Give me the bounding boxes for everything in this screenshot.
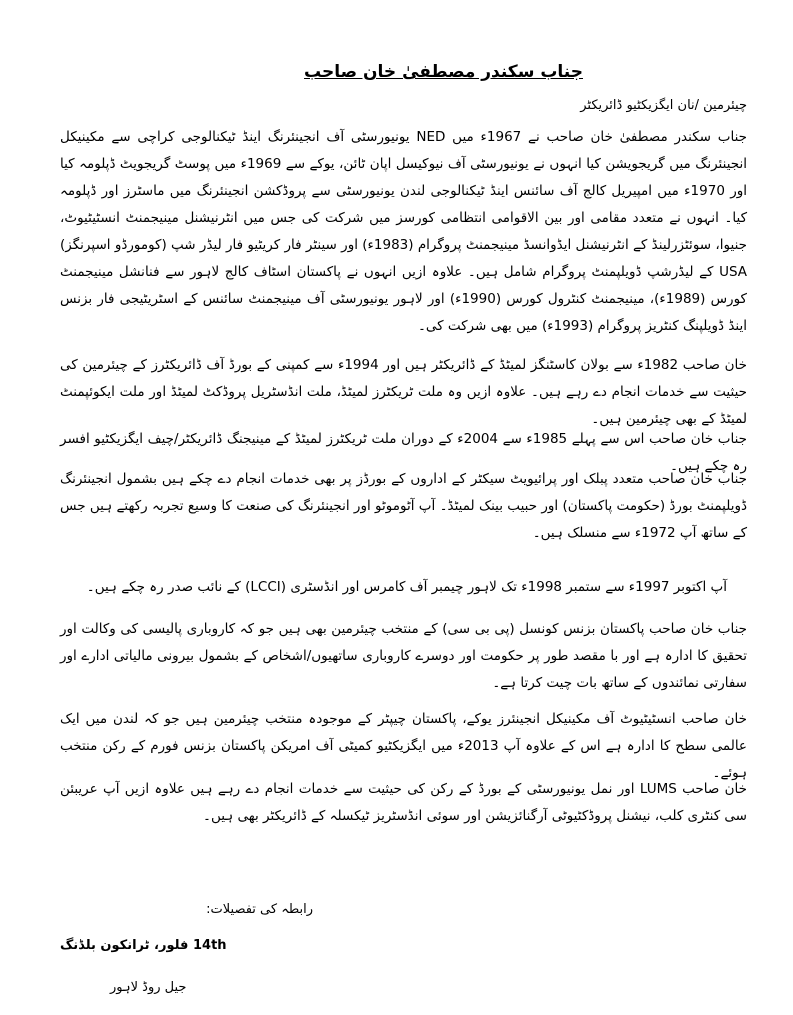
paragraph-lums: خان صاحب LUMS اور نمل یونیورسٹی کے بورڈ کے رکن کی حیثیت سے خدمات انجام دے رہے ہیں علاوہ ازیں آپ عریبئن سی کنٹری کلب، نیشنل پروڈکٹیوٹی آرگنائزیشن اور سوئی انڈسٹریز ٹیکسلہ کے ڈائریکٹر بھی ہیں۔	[60, 781, 747, 824]
contact-address-line2: جیل روڈ لاہور	[110, 980, 187, 995]
paragraph-pbc: جناب خان صاحب پاکستان بزنس کونسل (پی بی سی) کے منتخب چیئرمین بھی ہیں جو کہ کاروباری پالیسی کی وکالت اور تحقیق کا ادارہ ہے اور با مقصد طور پر حکومت اور دوسرے کاروباری ساتھیوں/اشخاص کے بشمول بیرونی مالیاتی ادارے اور سفارتی نمائندوں کے ساتھ بات چیت کرتا ہے۔	[60, 621, 747, 691]
paragraph-boards: جناب خان صاحب متعدد پبلک اور پرائیویٹ سیکٹر کے اداروں کے بورڈز پر بھی خدمات انجام دے چکے ہیں بشمول انجینئرنگ ڈویلپمنٹ بورڈ (حکومت پاکستان) اور حبیب بینک لمیٹڈ۔ آپ آٹوموٹو اور انجینئرنگ کی صنعت کا وسیع تجربہ رکھتے ہیں جس کے ساتھ آپ 1972ء سے منسلک ہیں۔	[60, 471, 747, 541]
paragraph-education: جناب سکندر مصطفیٰ خان صاحب نے 1967ء میں NED یونیورسٹی آف انجینئرنگ اینڈ ٹیکنالوجی کراچی سے مکینیکل انجینئرنگ میں گریجویشن کیا انہوں نے یونیورسٹی آف نیوکیسل اپان ٹائن، یوکے سے 1969ء میں پوسٹ گریجویٹ ڈپلومہ کیا اور 1970ء میں امپیریل کالج آف سائنس اینڈ ٹیکنالوجی لندن یونیورسٹی سے پروڈکشن انجینئرنگ میں ماسٹرز اور ڈپلومہ کیا۔ انہوں نے متعدد مقامی اور بین الاقوامی انتظامی کورسز میں شرکت کی جس میں انٹرنیشنل مینیجمنٹ انسٹیٹیوٹ، جنیوا، سوئٹزرلینڈ کے انٹرنیشنل ایڈوانسڈ مینیجمنٹ پروگرام (1983ء) اور سینٹر فار کریٹیو فار لیڈر شپ (کومورڈو اسپرنگز) USA کے لیڈرشپ ڈویلپمنٹ پروگرام شامل ہیں۔ علاوہ ازیں انہوں نے پاکستان اسٹاف کالج لاہور سے فنانشل مینیجمنٹ کورس (1989ء)، مینیجمنٹ کنٹرول کورس (1990ء) اور لاہور یونیورسٹی آف مینیجمنٹ سائنس کے اسٹریٹیجی فار بزنس اینڈ ڈویلپنگ کنٹریز پروگرام (1993ء) میں بھی شرکت کی۔	[60, 129, 748, 334]
contact-address-line1: 14th فلور، ٹرانکون بلڈنگ	[60, 938, 227, 953]
paragraph-lcci: آپ اکتوبر 1997ء سے ستمبر 1998ء تک لاہور چیمبر آف کامرس اور انڈسٹری (LCCI) کے نائب صدر رہ چکے ہیں۔	[86, 579, 727, 595]
paragraph-imeche: خان صاحب انسٹیٹیوٹ آف مکینیکل انجینئرز یوکے، پاکستان چیپٹر کے موجودہ منتخب چیئرمین ہیں جو کہ لندن میں ایک عالمی سطح کا ادارہ ہے اس کے علاوہ آپ 2013ء میں ایگزیکٹیو کمیٹی آف امریکن پاکستان بزنس فورم کے رکن منتخب ہوئے۔	[60, 711, 747, 781]
document-subtitle: چیئرمین /نان ایگزیکٹیو ڈائریکٹر	[580, 98, 747, 113]
paragraph-millat-tractors: جناب خان صاحب اس سے پہلے 1985ء سے 2004ء کے دوران ملت ٹریکٹرز لمیٹڈ کے مینیجنگ ڈائریکٹر/چیف ایگزیکٹیو افسر رہ چکے ہیں۔	[60, 431, 747, 474]
contact-heading: رابطہ کی تفصیلات:	[206, 902, 313, 917]
document-title: جناب سکندر مصطفیٰ خان صاحب	[304, 62, 583, 82]
paragraph-bolan-castings: خان صاحب 1982ء سے بولان کاسٹنگز لمیٹڈ کے ڈائریکٹر ہیں اور 1994ء سے کمپنی کے بورڈ آف ڈائریکٹرز کے چیئرمین کی حیثیت سے خدمات انجام دے رہے ہیں۔ علاوہ ازیں وہ ملت ٹریکٹرز لمیٹڈ، ملت انڈسٹریل پروڈکٹ لمیٹڈ اور ملت ایکوئپمنٹ لمیٹڈ کے بھی چیئرمین ہیں۔	[60, 357, 747, 427]
